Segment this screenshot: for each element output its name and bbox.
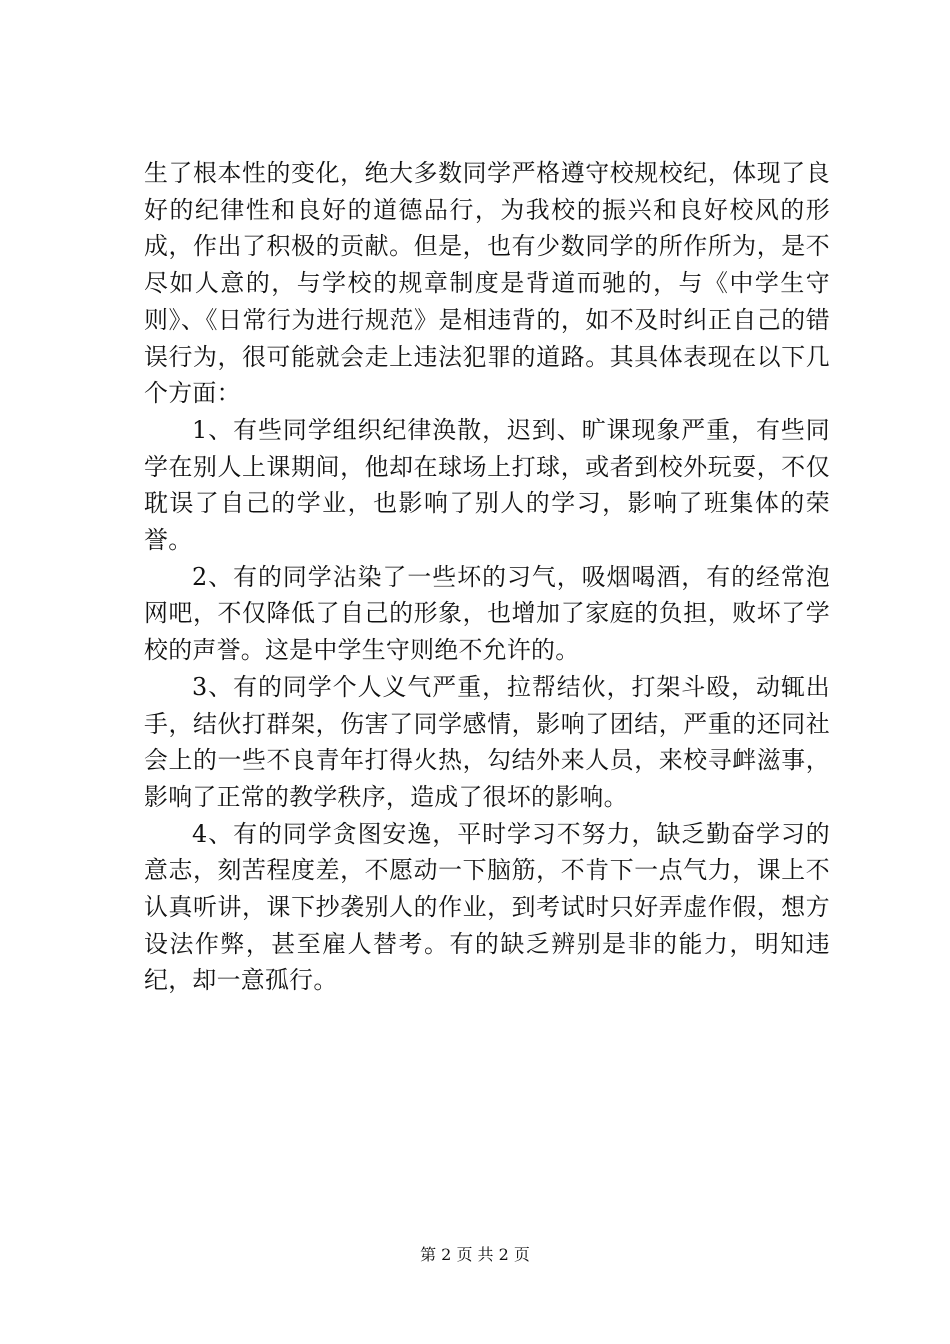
page-number-footer: 第 2 页 共 2 页: [420, 1245, 530, 1264]
paragraph-continuation: 生了根本性的变化，绝大多数同学严格遵守校规校纪，体现了良好的纪律性和良好的道德品行，为我校的振兴和良好校风的形成，作出了积极的贡献。但是，也有少数同学的所作所为，是不尽如人意的，与学校的规章制度是背道而驰的，与《中学生守则》、《日常行为进行规范》是相违背的，如不及时纠正自己的错误行为，很可能就会走上违法犯罪的道路。其具体表现在以下几个方面：: [144, 159, 830, 408]
paragraph-item-1: 1、有些同学组织纪律涣散，迟到、旷课现象严重，有些同学在别人上课期间，他却在球场上打球，或者到校外玩耍，不仅耽误了自己的学业，也影响了别人的学习，影响了班集体的荣誉。: [144, 415, 830, 555]
document-body: [144, 155, 830, 999]
paragraph-item-3: 3、有的同学个人义气严重，拉帮结伙，打架斗殴，动辄出手，结伙打群架，伤害了同学感情，影响了团结，严重的还同社会上的一些不良青年打得火热，勾结外来人员，来校寻衅滋事，影响了正常的教学秩序，造成了很坏的影响。: [144, 672, 830, 811]
paragraph-item-4: 4、有的同学贪图安逸，平时学习不努力，缺乏勤奋学习的意志，刻苦程度差，不愿动一下脑筋，不肯下一点气力，课上不认真听讲，课下抄袭别人的作业，到考试时只好弄虚作假，想方设法作弊，甚至雇人替考。有的缺乏辨别是非的能力，明知违纪，却一意孤行。: [144, 819, 830, 995]
paragraph-item-2: 2、有的同学沾染了一些坏的习气，吸烟喝酒，有的经常泡网吧，不仅降低了自己的形象，也增加了家庭的负担，败坏了学校的声誉。这是中学生守则绝不允许的。: [144, 562, 830, 665]
